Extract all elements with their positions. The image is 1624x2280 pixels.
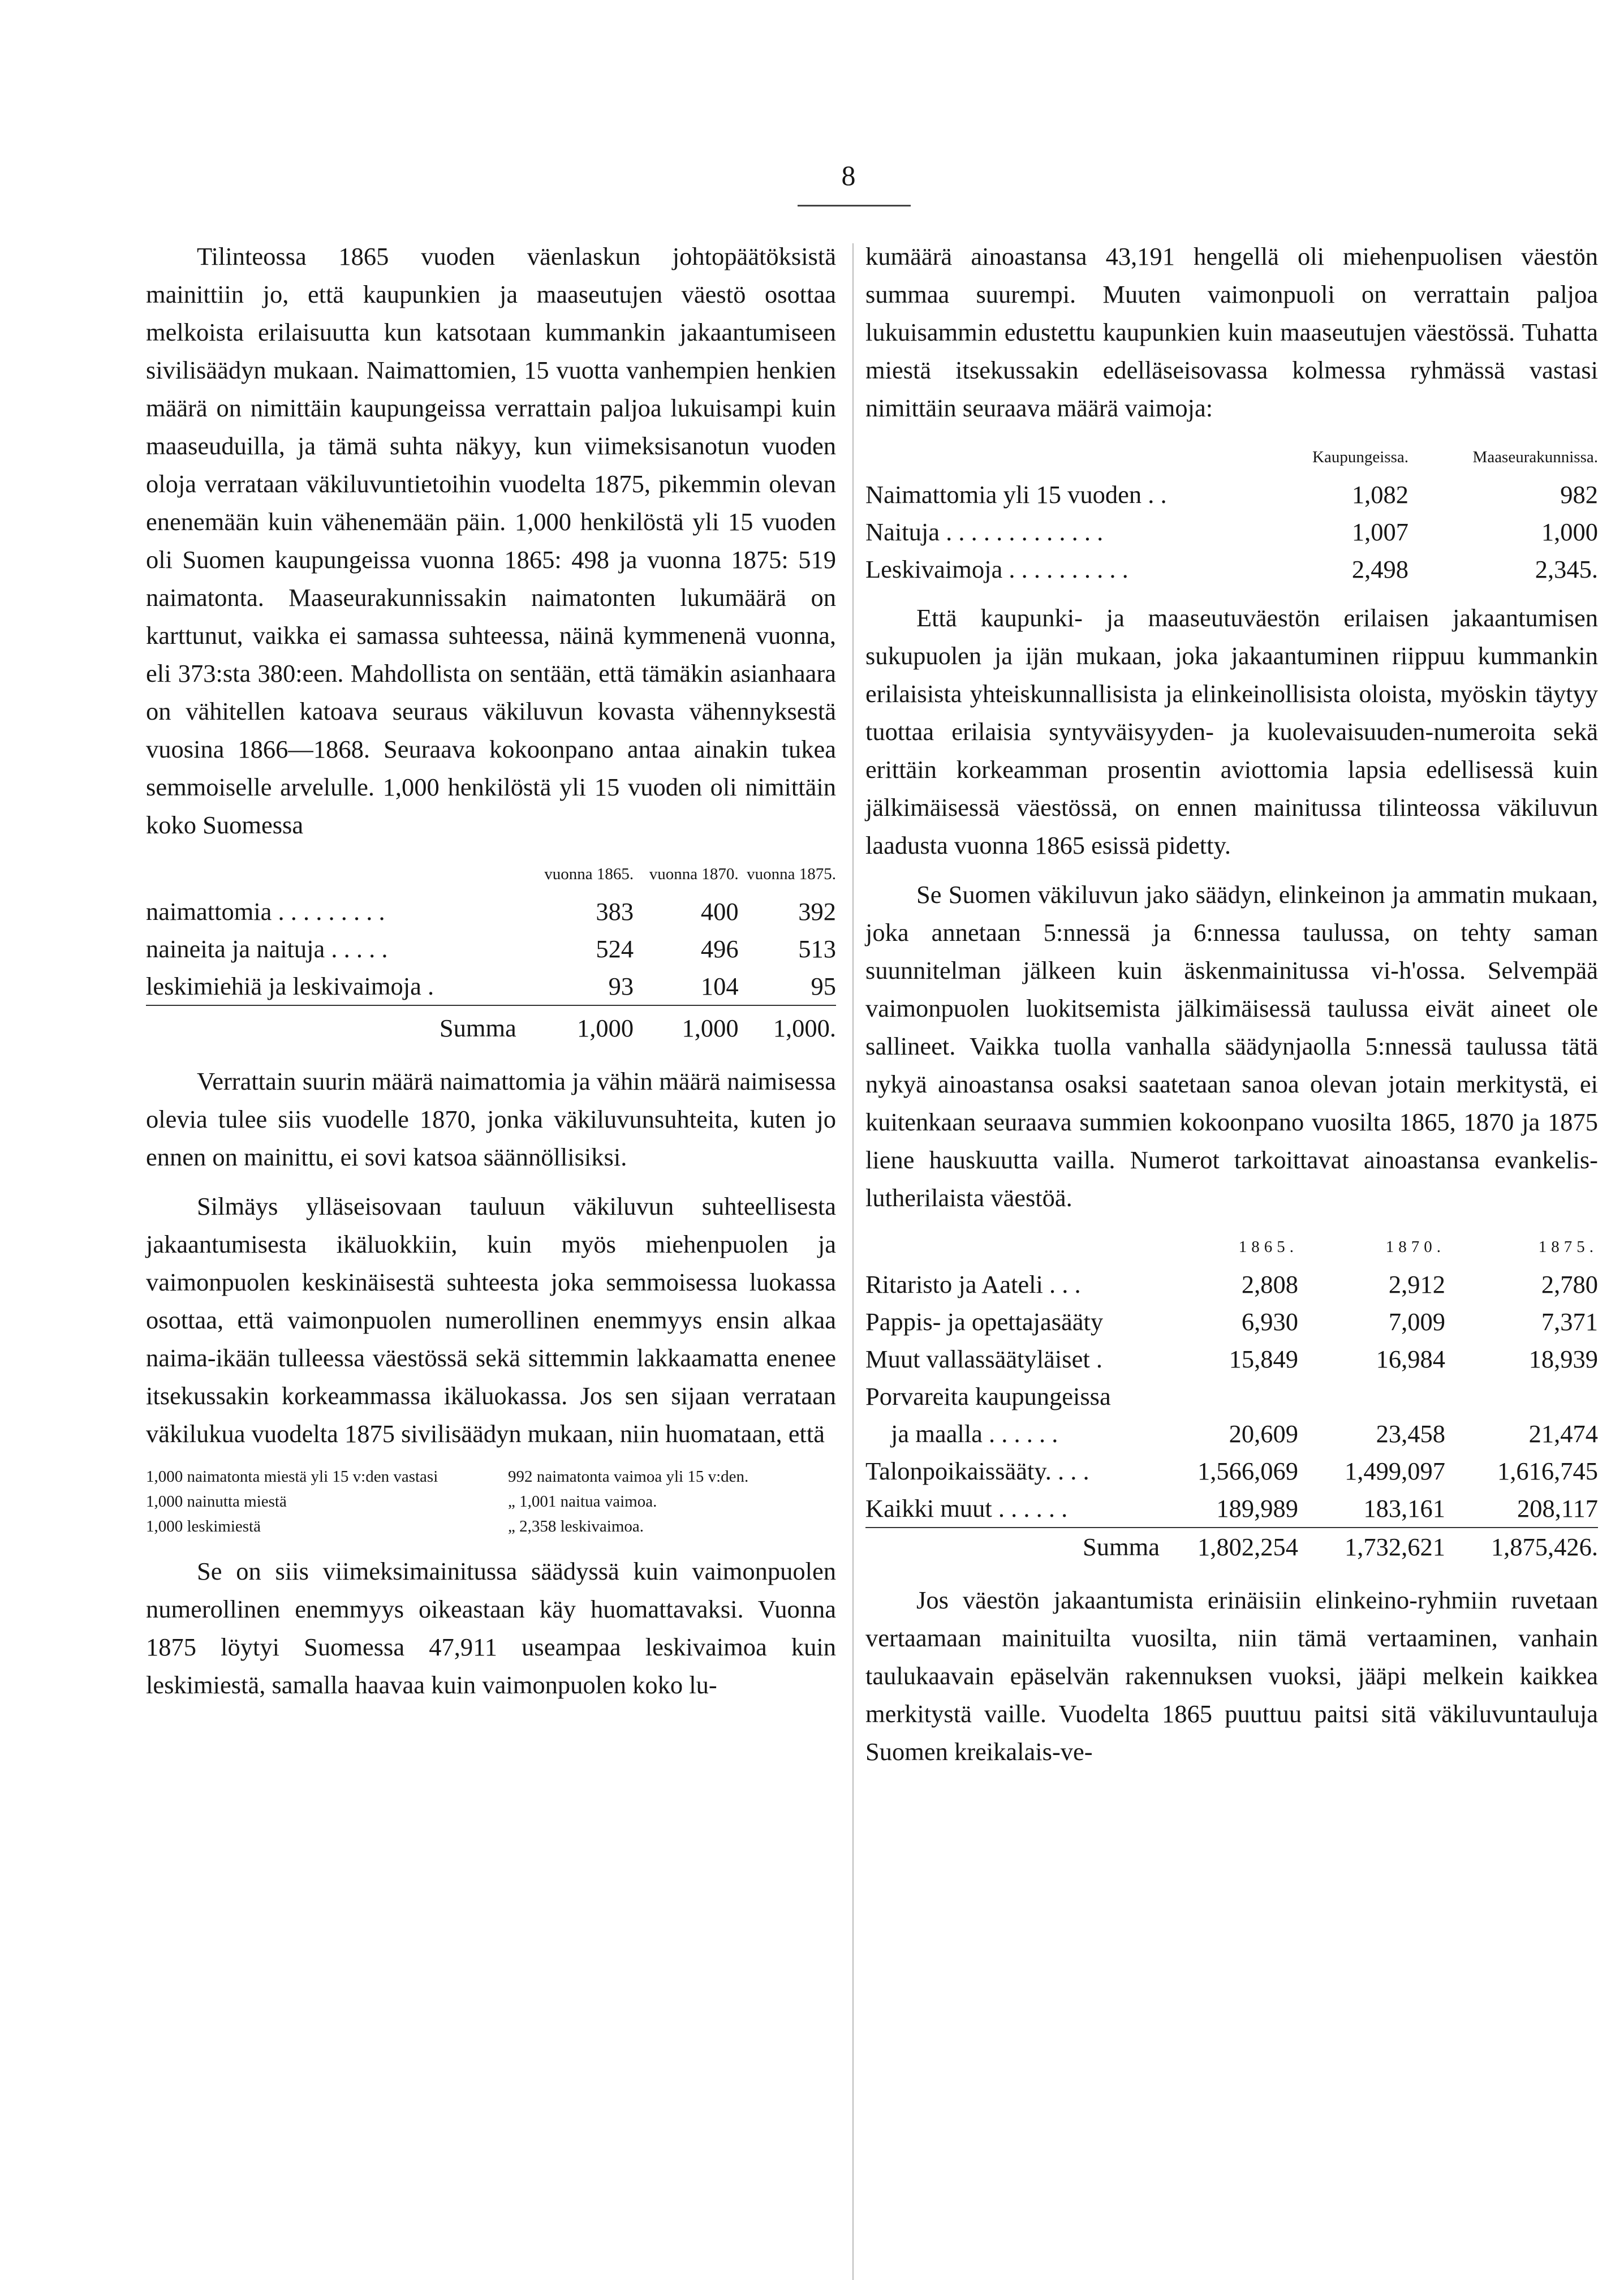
row-label: ja maalla . . . . . . bbox=[891, 1419, 1058, 1448]
cell bbox=[1445, 1378, 1598, 1415]
cell: 982 bbox=[1560, 480, 1598, 509]
right-column bbox=[865, 238, 1598, 1782]
row-label: Talonpoikaissääty. . . . bbox=[865, 1457, 1089, 1485]
row-label: Pappis- ja opettajasääty bbox=[865, 1307, 1104, 1336]
cell: 183,161 bbox=[1363, 1494, 1445, 1522]
table-row bbox=[865, 1415, 1598, 1452]
table-row bbox=[146, 967, 836, 1005]
sum-label: Summa bbox=[865, 1528, 1160, 1565]
right-paragraph-3: Se Suomen väkiluvun jako säädyn, elinkeinon ja ammatin mukaan, joka annetaan 5:nnessä ja 6:nnessa taulussa, on tehty saman suunnitelman jälkeen kuin äskenmainitussa vi-h'ossa. Selvempää vaimonpuolen luokitsemista jälkimäisessä taulussa eivät aineet ole sallineet. Vaikka tuolla vanhalla säädynjaolla 5:nnessä taulussa tätä nykyä ainoastansa osaksi saatetaan sanoa olevan jotain merkitystä, ei kuitenkaan seuraava summien kokoonpano vuosilta 1865, 1870 ja 1875 liene hauskuutta vailla. Numerot tarkoittavat ainoastansa evankelis-lutherilaista väestöä. bbox=[865, 880, 1598, 1212]
row-label: Leskivaimoja . . . . . . . . . . bbox=[865, 555, 1128, 583]
page-number: 8 bbox=[841, 160, 856, 191]
table-row bbox=[865, 1490, 1598, 1528]
left-column bbox=[146, 238, 836, 1715]
sum-cell: 1,000 bbox=[634, 1005, 739, 1047]
cell: 6,930 bbox=[1241, 1307, 1298, 1336]
cell: „ 2,358 leskivaimoa. bbox=[508, 1517, 644, 1535]
table-row bbox=[146, 893, 836, 930]
row-label: Naimattomia yli 15 vuoden . . bbox=[865, 480, 1167, 509]
marital-status-table bbox=[146, 855, 836, 1047]
cell: 2,498 bbox=[1351, 555, 1408, 583]
sum-cell: 1,000. bbox=[739, 1005, 836, 1047]
cell: 208,117 bbox=[1517, 1494, 1598, 1522]
left-paragraph-4: Se on siis viimeksimainitussa säädyssä kuin vaimonpuolen numerollinen enemmyys oikeastaan käy huomattavaksi. Vuonna 1875 löytyi Suomessa 47,911 useampaa leskivaimoa kuin leskimiestä, samalla haavaa kuin vaimonpuolen koko lu- bbox=[146, 1557, 836, 1699]
row-label: Naituja . . . . . . . . . . . . . bbox=[865, 518, 1104, 546]
row-label: naimattomia . . . . . . . . . bbox=[146, 897, 385, 926]
widow-ratio-table bbox=[146, 1464, 836, 1539]
table-row bbox=[146, 1489, 836, 1514]
cell: 1,007 bbox=[1351, 518, 1408, 546]
row-label: leskimiehiä ja leskivaimoja . bbox=[146, 972, 434, 1000]
cell: 104 bbox=[700, 972, 739, 1000]
cell: 7,371 bbox=[1541, 1307, 1598, 1336]
table-row bbox=[865, 1303, 1598, 1340]
sum-row bbox=[146, 1005, 836, 1047]
cell: 392 bbox=[798, 897, 836, 926]
header-rule bbox=[798, 205, 911, 207]
cell: 2,780 bbox=[1541, 1270, 1598, 1298]
right-paragraph-2: Että kaupunki- ja maaseutuväestön erilaisen jakaantumisen sukupuolen ja ijän mukaan, joka jakaantuminen riippuu kummankin erilaisista yhteiskunnallisista ja elinkeinollisista oloista, myöskin täytyy tuottaa erilaisia syntyväisyyden- ja kuolevaisuuden-numeroita sekä erittäin korkeamman prosentin aviottomia lapsia edellisessä kuin jälkimäisessä väestössä, on ennen mainitussa tilinteossa väkiluvun laadusta vuonna 1865 esissä pidetty. bbox=[865, 604, 1598, 859]
table-row bbox=[865, 550, 1598, 588]
cell: 2,912 bbox=[1388, 1270, 1445, 1298]
table-row bbox=[865, 1378, 1598, 1415]
cell: 189,989 bbox=[1216, 1494, 1298, 1522]
cell: 513 bbox=[798, 935, 836, 963]
table-row bbox=[146, 1514, 836, 1539]
row-label: naineita ja naituja . . . . . bbox=[146, 935, 388, 963]
column-divider bbox=[852, 243, 854, 2280]
cell: 383 bbox=[596, 897, 634, 926]
estates-table bbox=[865, 1228, 1598, 1565]
row-label: Porvareita kaupungeissa bbox=[865, 1382, 1111, 1410]
cell: 992 naimatonta vaimoa yli 15 v:den. bbox=[508, 1468, 749, 1486]
left-paragraph-3: Silmäys ylläseisovaan tauluun väkiluvun suhteellisesta jakaantumisesta ikäluokkiin, kuin myös miehenpuolen ja vaimonpuolen keskinäisestä suhteesta joka semmoisessa luokassa osottaa, että vaimonpuolen numerollinen enemmyys ensin alkaa naima-ikään tulleessa väestössä sekä sittemmin lakkaamatta enenee itsekussakin korkeammassa ikäluokassa. Jos sen sijaan verrataan väkilukua vuodelta 1875 sivilisäädyn mukaan, niin huomataan, että bbox=[146, 1192, 836, 1448]
cell: 16,984 bbox=[1376, 1345, 1445, 1373]
sum-cell: 1,875,426. bbox=[1445, 1528, 1598, 1565]
table-row bbox=[146, 930, 836, 967]
row-label: Kaikki muut . . . . . . bbox=[865, 1494, 1068, 1522]
women-per-thousand-table bbox=[865, 438, 1598, 588]
cell: 1,082 bbox=[1351, 480, 1408, 509]
sum-cell: 1,802,254 bbox=[1160, 1528, 1298, 1565]
cell: 1,000 nainutta miestä bbox=[146, 1492, 287, 1511]
table-row bbox=[865, 1452, 1598, 1490]
right-paragraph-1: kumäärä ainoastansa 43,191 hengellä oli miehenpuolisen väestön summaa suurempi. Muuten vaimonpuoli on verrattain paljoa lukuisammin edustettu kaupunkien kuin maaseutujen väestössä. Tuhatta miestä itsekussakin edelläseisovassa kolmessa ryhmässä vastasi nimittäin seuraava määrä vaimoja: bbox=[865, 242, 1598, 422]
cell: 7,009 bbox=[1388, 1307, 1445, 1336]
table-row bbox=[146, 1464, 836, 1489]
table-header: Maaseurakunnissa. bbox=[1472, 448, 1598, 466]
cell: 20,609 bbox=[1229, 1419, 1298, 1448]
cell: 95 bbox=[811, 972, 836, 1000]
table-row bbox=[865, 476, 1598, 513]
cell: 2,345. bbox=[1535, 555, 1598, 583]
table-row bbox=[865, 1340, 1598, 1378]
cell: 2,808 bbox=[1241, 1270, 1298, 1298]
cell: „ 1,001 naitua vaimoa. bbox=[508, 1492, 657, 1511]
table-header: 1865. bbox=[1238, 1238, 1298, 1256]
sum-cell: 1,000 bbox=[516, 1005, 634, 1047]
sum-cell: 1,732,621 bbox=[1298, 1528, 1445, 1565]
cell bbox=[1298, 1378, 1445, 1415]
cell: 1,000 leskimiestä bbox=[146, 1517, 261, 1535]
row-label: Ritaristo ja Aateli . . . bbox=[865, 1270, 1081, 1298]
right-paragraph-4: Jos väestön jakaantumista erinäisiin elinkeino-ryhmiin ruvetaan vertaamaan mainituilta vuosilta, niin tämä vertaaminen, vanhain taulukaavain epäselvän rakennuksen vuoksi, jääpi melkein kaikkea merkitystä vaille. Vuodelta 1865 puuttuu paitsi sitä väkiluvuntauluja Suomen kreikalais-ve- bbox=[865, 1586, 1598, 1766]
row-label: Muut vallassäätyläiset . bbox=[865, 1345, 1102, 1373]
table-row bbox=[865, 513, 1598, 550]
cell: 524 bbox=[596, 935, 634, 963]
left-paragraph-1: Tilinteossa 1865 vuoden väenlaskun johtopäätöksistä mainittiin jo, että kaupunkien ja maaseutujen väestö osottaa melkoista erilaisuutta kun katsotaan kummankin jakaantumiseen sivilisäädyn mukaan. Naimattomien, 15 vuotta vanhempien henkien määrä on nimittäin kaupungeissa verrattain paljoa lukuisampi kuin maaseuduilla, ja tämä suhta näkyy, kun viimeksisanotun vuoden oloja verrataan väkiluvuntietoihin vuodelta 1875, pikemmin olevan enenemään kuin vähenemään päin. 1,000 henkilöstä yli 15 vuoden oli Suomen kaupungeissa vuonna 1865: 498 ja vuonna 1875: 519 naimatonta. Maaseurakunnissakin naimatonten lukumäärä on karttunut, vaikka ei samassa suhteessa, näinä kymmenenä vuonna, eli 373:sta 380:een. Mahdollista on sentään, että tämäkin asianhaara on vähitellen katoava seuraus väkiluvun kovasta vähennyksestä vuosina 1866—1868. Seuraava kokoonpano antaa ainakin tukea semmoiselle arvelulle. 1,000 henkilöstä yli 15 vuoden oli nimittäin koko Suomessa bbox=[146, 242, 836, 839]
table-header: vuonna 1865. bbox=[544, 865, 634, 883]
cell: 400 bbox=[700, 897, 739, 926]
cell: 18,939 bbox=[1528, 1345, 1598, 1373]
cell: 21,474 bbox=[1528, 1419, 1598, 1448]
table-header: Kaupungeissa. bbox=[1312, 448, 1408, 466]
table-header: 1875. bbox=[1538, 1238, 1598, 1256]
cell: 1,000 bbox=[1541, 518, 1598, 546]
sum-row bbox=[865, 1528, 1598, 1565]
table-header: 1870. bbox=[1385, 1238, 1445, 1256]
sum-label: Summa bbox=[146, 1005, 516, 1047]
cell: 23,458 bbox=[1376, 1419, 1445, 1448]
cell: 93 bbox=[608, 972, 634, 1000]
table-header: vuonna 1870. bbox=[649, 865, 739, 883]
cell: 1,616,745 bbox=[1497, 1457, 1598, 1485]
table-row bbox=[865, 1266, 1598, 1303]
cell: 1,000 naimatonta miestä yli 15 v:den vastasi bbox=[146, 1468, 438, 1486]
cell bbox=[1160, 1378, 1298, 1415]
cell: 496 bbox=[700, 935, 739, 963]
left-paragraph-2: Verrattain suurin määrä naimattomia ja vähin määrä naimisessa olevia tulee siis vuodelle 1870, jonka väkiluvunsuhteita, kuten jo ennen on mainittu, ei sovi katsoa säännöllisiksi. bbox=[146, 1067, 836, 1171]
cell: 15,849 bbox=[1229, 1345, 1298, 1373]
cell: 1,566,069 bbox=[1197, 1457, 1298, 1485]
cell: 1,499,097 bbox=[1345, 1457, 1445, 1485]
table-header: vuonna 1875. bbox=[747, 865, 836, 883]
